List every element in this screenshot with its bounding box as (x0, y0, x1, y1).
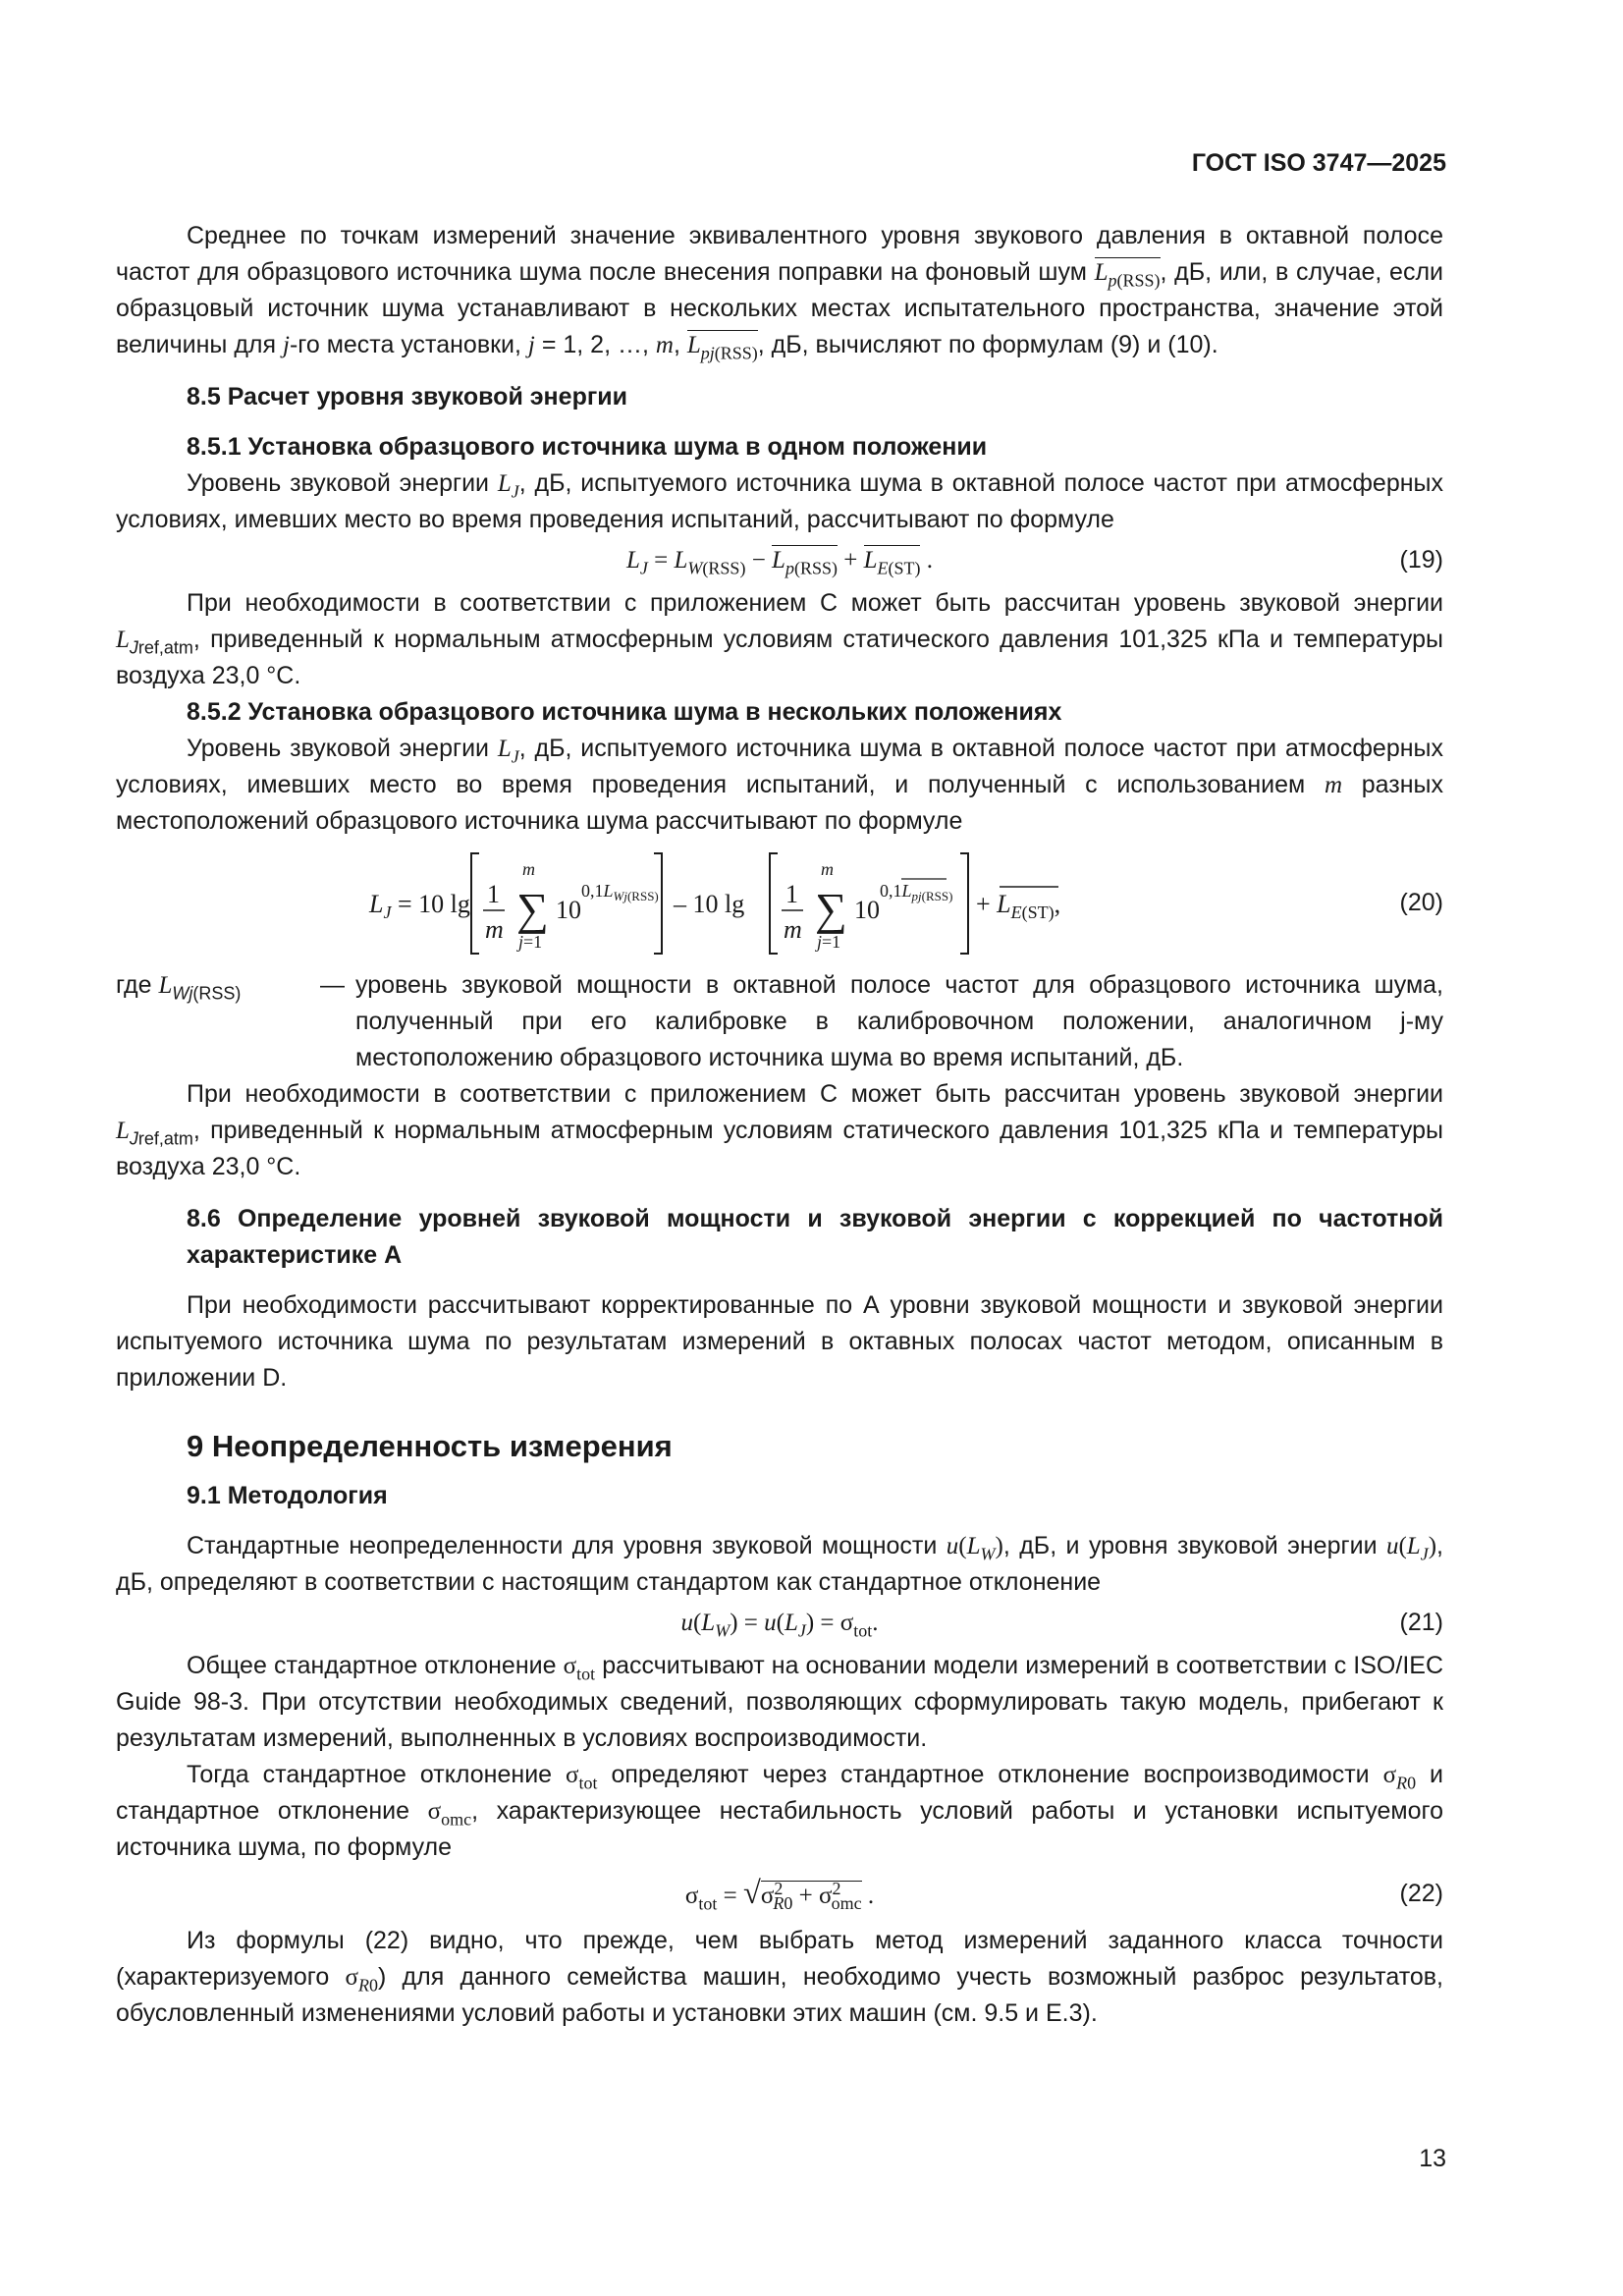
section-9-1-paragraph-2: Общее стандартное отклонение $\sigma_{tot}$ рассчитывают на основании модели измерений в соответствии с ISO/IEC Guide 98-3. При отсутствии необходимых сведений, позволяющих сформулировать такую модель, прибегают к результатам измерений, выполненных в условиях воспроизводимости. (116, 1652, 1443, 1752)
equation-21 (116, 1601, 1443, 1648)
equation-21-number: (21) (1399, 1609, 1443, 1636)
equation-19-formula: $L_J = L_{W(RSS)} - L_{p(RSS)} + L_{E(ST)}$ . (626, 547, 933, 578)
svg-text:1: 1 (487, 880, 500, 908)
section-8-5-1-title: 8.5.1 Установка образцового источника шума в одном положении (187, 433, 988, 461)
section-9-1-paragraph-3: Тогда стандартное отклонение $\sigma_{tot}$ определяют через стандартное отклонение воспроизводимости $\sigma_{R0}$ и стандартное отклонение $\sigma_{omc}$, характеризующее нестабильность условий работы и установки испытуемого источника шума, по формуле (116, 1761, 1443, 1861)
equation-22-formula: $\sigma_{tot} = √\sigma^2_{R0} + \sigma^2_{omc}$ . (684, 1876, 875, 1914)
section-9-1-paragraph-4: Из формулы (22) видно, что прежде, чем выбрать метод измерений заданного класса точности (характеризуемого $\sigma_{R0}$) для данного семейства машин, необходимо учесть возможный разброс результатов, обусловленный изменениями условий работы и установки этих машин (см. 9.5 и Е.3). (116, 1927, 1443, 2027)
section-8-5-1-paragraph: Уровень звуковой энергии $L_J$, дБ, испытуемого источника шума в октавной полосе частот при атмосферных условиях, имевших место во время проведения испытаний, рассчитывают по формуле (116, 469, 1443, 533)
svg-text:– 10 lg: – 10 lg (674, 890, 745, 918)
svg-text:10: 10 (556, 896, 581, 924)
page-number: 13 (1419, 2145, 1446, 2172)
section-8-6-title: 8.6 Определение уровней звуковой мощности и звуковой энергии с коррекцией по частотной характеристике А (187, 1205, 1443, 1269)
svg-text:1: 1 (785, 880, 798, 908)
equation-22 (116, 1866, 1443, 1923)
svg-text:∑: ∑ (516, 884, 549, 934)
section-8-5-title: 8.5 Расчет уровня звуковой энергии (187, 383, 627, 410)
section-8-5-2-paragraph: Уровень звуковой энергии $L_J$, дБ, испытуемого источника шума в октавной полосе частот при атмосферных условиях, имевших место во время проведения испытаний, и полученный с использованием m разных местоположений образцового источника шума рассчитывают по формуле (116, 735, 1443, 835)
svg-text:m: m (522, 859, 535, 879)
section-9-1-title: 9.1 Методология (187, 1482, 388, 1509)
section-8-5-2-title: 8.5.2 Установка образцового источника шума в нескольких положениях (187, 698, 1062, 726)
svg-text:0,1Lpj(RSS): $0,1L_{pj(RSS)}$ (880, 881, 953, 903)
equation-20-formula (116, 840, 1443, 967)
section-8-5-1-note: При необходимости в соответствии с приложением С может быть рассчитан уровень звуковой энергии $L_{Jref,atm}$, приведенный к нормальным атмосферным условиям статического давления 101,325 кПа и температуры воздуха 23,0 °С. (116, 589, 1443, 689)
document-body (116, 218, 1443, 2032)
svg-text:m: m (784, 915, 802, 944)
section-9-1-paragraph-1: Стандартные неопределенности для уровня звуковой мощности $u(L_W)$, дБ, и уровня звуковой энергии $u(L_J)$, дБ, определяют в соответствии с настоящим стандартом как стандартное отклонение (116, 1532, 1443, 1596)
equation-19-number: (19) (1399, 546, 1443, 574)
definition-LWjRSS (116, 967, 1443, 1076)
section-8-5-2-note: При необходимости в соответствии с приложением С может быть рассчитан уровень звуковой энергии $L_{Jref,atm}$, приведенный к нормальным атмосферным условиям статического давления 101,325 кПа и температуры воздуха 23,0 °С. (116, 1080, 1443, 1180)
intro-paragraph: Среднее по точкам измерений значение эквивалентного уровня звукового давления в октавной полосе частот для образцового источника шума после внесения поправки на фоновый шум $L_{p(RSS)}$, дБ, или, в случае, если образцовый источник шума устанавливают в нескольких местах испытательного пространства, значение этой величины для j-го места установки, j = 1, 2, …, m, $L_{pj(RSS)}$, дБ, вычисляют по формулам (9) и (10). (116, 222, 1443, 363)
standard-header: ГОСТ ISO 3747—2025 (1191, 149, 1446, 177)
definition-term: где $L_{Wj(RSS)}$ (116, 971, 242, 1004)
equation-20-number: (20) (1399, 889, 1443, 916)
svg-text:∑: ∑ (815, 884, 847, 934)
svg-text:LJ = 10 lg: $L_J = 10$ lg (369, 890, 470, 922)
svg-text:+ LE(ST),: + $L_{E(ST)}$, (976, 890, 1061, 922)
definition-body: уровень звуковой мощности в октавной полосе частот для образцового источника шума, полученный при его калибровке в калибровочном положении, аналогичном j-му местоположению образцового источника шума во время испытаний, дБ. (355, 971, 1443, 1071)
equation-19 (116, 538, 1443, 585)
svg-text:m: m (821, 859, 834, 879)
definition-dash: — (320, 971, 345, 999)
svg-text:j=1: j=1 (817, 932, 841, 952)
equation-22-number: (22) (1399, 1880, 1443, 1907)
equation-21-formula: $u(L_W) = u(L_J) = \sigma_{tot}$. (680, 1610, 879, 1641)
svg-text:m: m (485, 915, 504, 944)
section-8-6-paragraph: При необходимости рассчитывают корректированные по А уровни звуковой мощности и звуковой энергии испытуемого источника шума по результатам измерений в октавных полосах частот методом, описанным в приложении D. (116, 1291, 1443, 1392)
equation-20 (116, 840, 1443, 967)
svg-text:10: 10 (854, 896, 880, 924)
svg-text:j=1: j=1 (518, 932, 543, 952)
section-9-title: 9 Неопределенность измерения (187, 1429, 673, 1463)
svg-text:0,1LWj(RSS): $0,1L_{Wj(RSS)}$ (581, 881, 659, 903)
